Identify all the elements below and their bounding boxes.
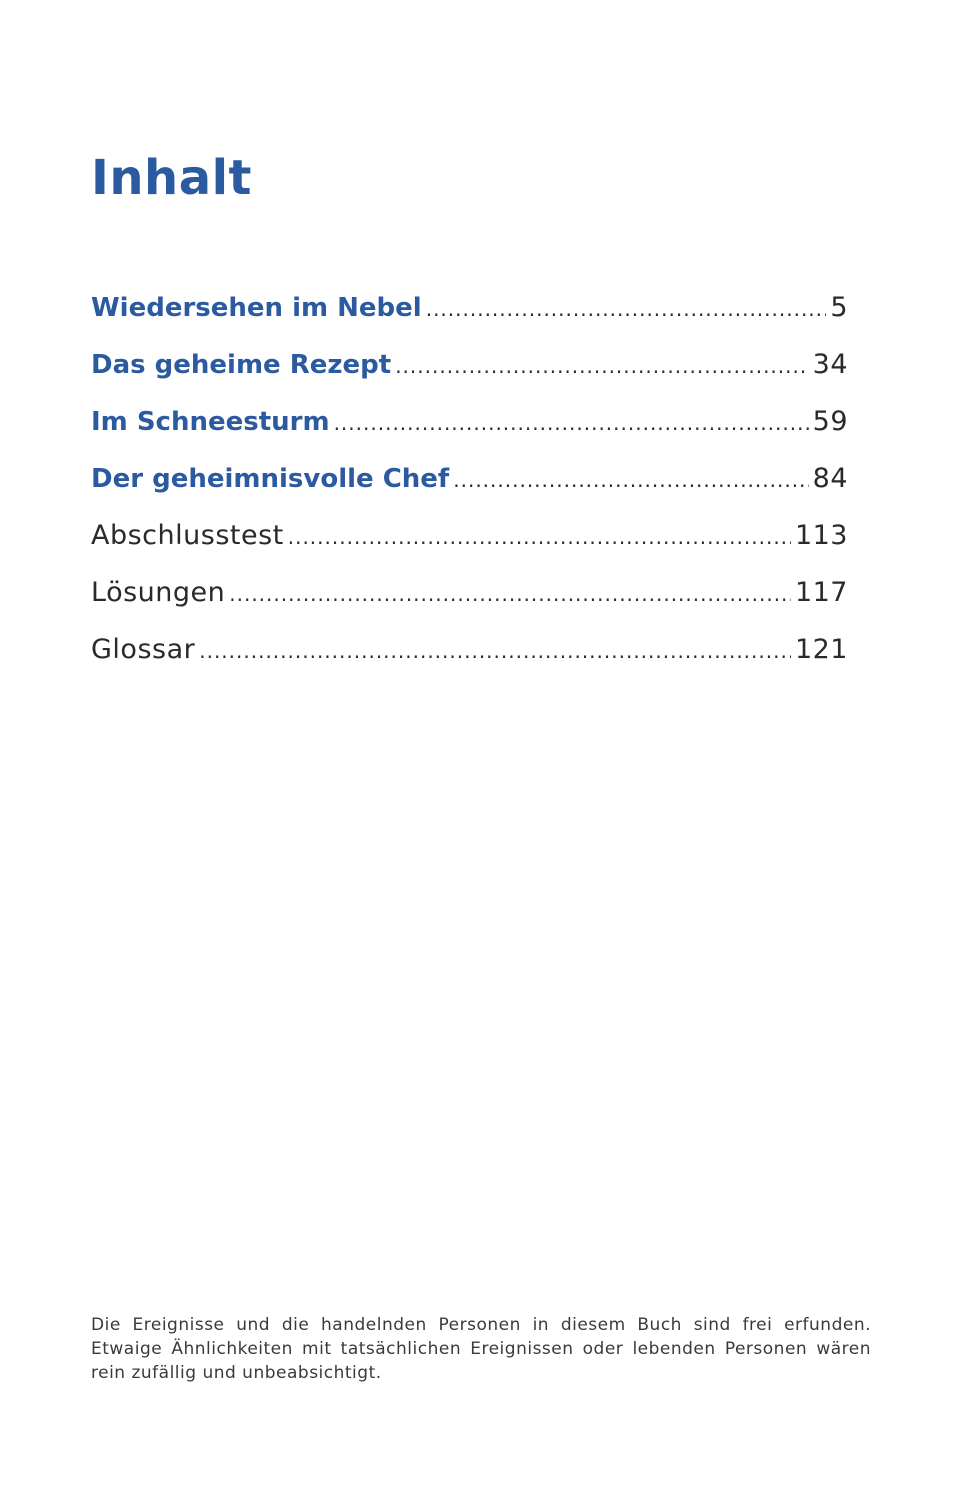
toc-dot-leader	[199, 623, 791, 680]
toc-page-number: 121	[794, 634, 848, 665]
toc-page-number: 34	[812, 349, 848, 380]
toc-dot-leader	[229, 566, 791, 623]
toc-entry-title: Wiedersehen im Nebel	[91, 293, 422, 323]
toc-dot-leader	[395, 338, 808, 395]
toc-dot-leader	[453, 452, 808, 509]
toc-page-number: 59	[812, 406, 848, 437]
toc-page-number: 113	[794, 520, 848, 551]
toc-entry-abschlusstest[interactable]	[91, 507, 848, 564]
toc-entry-title: Das geheime Rezept	[91, 350, 392, 380]
toc-entry-title: Abschlusstest	[91, 520, 284, 551]
disclaimer-text: Die Ereignisse und die handelnden Personen in diesem Buch sind frei erfunden. Etwaige Ähnlichkeiten mit tatsächlichen Ereignissen oder lebenden Personen wären rein zufällig und unbeabsichtigt.	[91, 1315, 871, 1383]
toc-entry-title: Lösungen	[91, 577, 226, 608]
toc-entry-loesungen[interactable]	[91, 564, 848, 621]
toc-dot-leader	[426, 281, 827, 338]
toc-dot-leader	[288, 509, 791, 566]
toc-entry-wiedersehen-im-nebel[interactable]	[91, 279, 848, 336]
page-title: Inhalt	[91, 150, 252, 206]
toc-entry-im-schneesturm[interactable]	[91, 393, 848, 450]
toc-entry-title: Glossar	[91, 634, 196, 665]
toc-entry-title: Der geheimnisvolle Chef	[91, 464, 450, 494]
toc-page-number: 117	[794, 577, 848, 608]
toc-entry-das-geheime-rezept[interactable]	[91, 336, 848, 393]
toc-dot-leader	[334, 395, 809, 452]
table-of-contents	[91, 279, 848, 678]
toc-entry-title: Im Schneesturm	[91, 407, 330, 437]
toc-page-number: 5	[830, 292, 848, 323]
toc-entry-glossar[interactable]	[91, 621, 848, 678]
toc-page-number: 84	[812, 463, 848, 494]
toc-entry-der-geheimnisvolle-chef[interactable]	[91, 450, 848, 507]
